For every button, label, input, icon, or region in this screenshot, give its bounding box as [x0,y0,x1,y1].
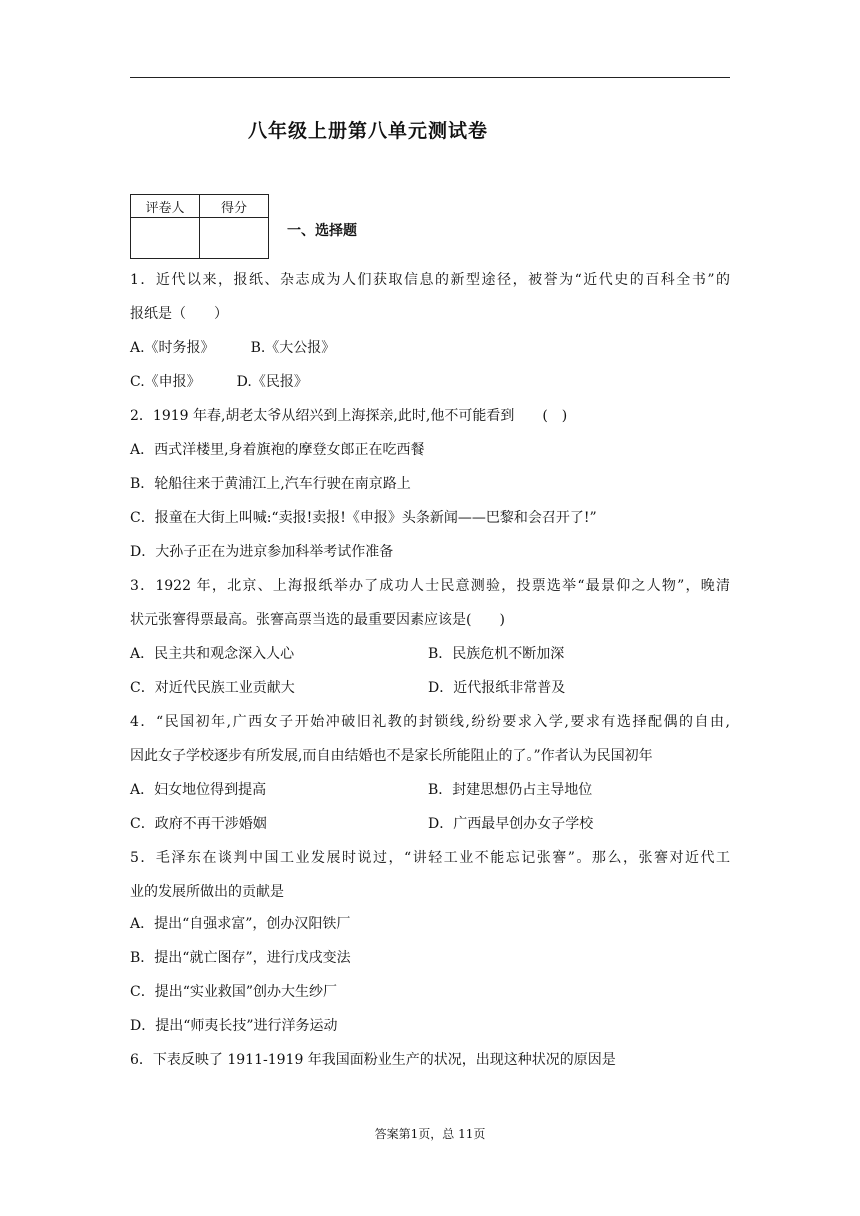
q5-option-d[interactable]: D．提出“师夷长技”进行洋务运动 [130,1018,338,1034]
q2-stem: 2．1919 年春,胡老太爷从绍兴到上海探亲,此时,他不可能看到 ( ) [130,408,568,424]
q4-stem-line1: 4．“民国初年,广西女子开始冲破旧礼教的封锁线,纷纷要求入学,要求有选择配偶的自由, [130,714,730,730]
q5-option-a[interactable]: A．提出“自强求富”，创办汉阳铁厂 [130,916,351,932]
q1-options-row1 [130,338,730,358]
header-rule [130,77,730,78]
q5-stem-line1: 5．毛泽东在谈判中国工业发展时说过，“讲轻工业不能忘记张謇”。那么，张謇对近代工 [130,850,730,866]
q4-option-d[interactable]: D．广西最早创办女子学校 [428,816,594,832]
q5-option-c[interactable]: C．提出“实业救国”创办大生纱厂 [130,984,338,1000]
page-title-text: 八年级上册第八单元测试卷 [247,120,488,142]
q2-option-c[interactable]: C．报童在大街上叫喊:“卖报!卖报!《申报》头条新闻——巴黎和会召开了!” [130,510,597,526]
q5-stem-line2: 业的发展所做出的贡献是 [130,884,284,900]
q3-option-a[interactable]: A．民主共和观念深入人心 [130,646,295,662]
q1-options-row2 [130,372,730,392]
q3-stem-line1: 3．1922 年，北京、上海报纸举办了成功人士民意测验，投票选举“最景仰之人物”，晚清 [130,578,730,594]
score-cell[interactable] [200,218,269,259]
q1-stem-line2: 报纸是（ ） [130,306,228,322]
q2-option-a[interactable]: A．西式洋楼里,身着旗袍的摩登女郎正在吃西餐 [130,442,425,458]
q1-option-b[interactable]: B.《大公报》 [250,340,336,356]
q4-option-a[interactable]: A．妇女地位得到提高 [130,782,267,798]
q4-option-c[interactable]: C．政府不再干涉婚姻 [130,816,267,832]
q4-option-b[interactable]: B．封建思想仍占主导地位 [428,782,593,798]
q1-option-a[interactable]: A.《时务报》 [130,340,215,356]
section-heading: 一、选择题 [287,223,357,239]
q6-stem: 6．下表反映了 1911-1919 年我国面粉业生产的状况，出现这种状况的原因是 [130,1052,616,1068]
page-title [0,116,860,143]
q2-option-b[interactable]: B．轮船往来于黄浦江上,汽车行驶在南京路上 [130,476,411,492]
q2-option-d[interactable]: D．大孙子正在为进京参加科举考试作准备 [130,544,394,560]
q1-option-c[interactable]: C.《申报》 [130,374,201,390]
score-label: 得分 [200,195,269,218]
q5-option-b[interactable]: B．提出“就亡图存”，进行戊戌变法 [130,950,351,966]
q3-option-d[interactable]: D．近代报纸非常普及 [428,680,566,696]
q1-stem-line1: 1．近代以来，报纸、杂志成为人们获取信息的新型途径，被誉为“近代史的百科全书”的 [130,272,730,288]
reviewer-cell[interactable] [131,218,200,259]
q4-stem-line2: 因此女子学校逐步有所发展,而自由结婚也不是家长所能阻止的了。”作者认为民国初年 [130,748,653,764]
page-footer: 答案第1页，总 11页 [374,1127,486,1141]
q3-option-b[interactable]: B．民族危机不断加深 [428,646,565,662]
q3-stem-line2: 状元张謇得票最高。张謇高票当选的最重要因素应该是( ) [130,612,505,628]
q3-option-c[interactable]: C．对近代民族工业贡献大 [130,680,295,696]
score-table [130,194,269,259]
q1-option-d[interactable]: D.《民报》 [236,374,308,390]
reviewer-label: 评卷人 [131,195,200,218]
